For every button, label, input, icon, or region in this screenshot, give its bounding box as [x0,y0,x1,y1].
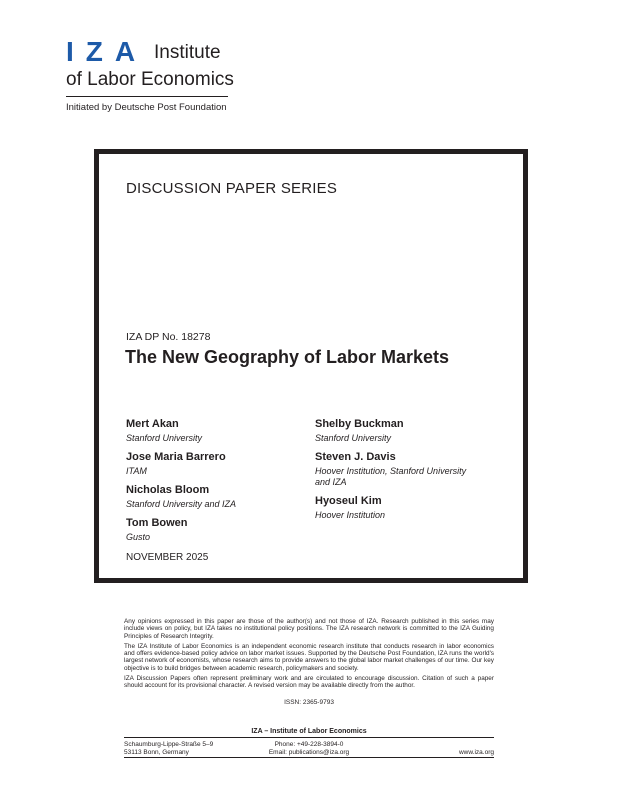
author-entry [315,451,505,488]
authors-right-column [315,418,505,528]
author-affiliation: Stanford University [315,433,392,443]
publication-date: NOVEMBER 2025 [126,552,209,563]
author-entry [126,451,316,477]
footer-contact [0,741,618,757]
author-affiliation: Stanford University and IZA [126,499,237,509]
address-line: 53113 Bonn, Germany [124,749,189,756]
footer-title: IZA – Institute of Labor Economics [251,728,367,735]
disclaimer-paragraph: IZA Discussion Papers often represent preliminary work and are circulated to encourage discussion. Citation of such a paper should account for its provisional character. A revised version may be available directly from the author. [124,675,494,690]
disclaimer-block [124,618,494,693]
footer-divider-top [124,737,494,738]
author-entry [315,495,505,521]
author-name: Shelby Buckman [315,418,404,430]
logo-divider [66,96,228,97]
address-line: Schaumburg-Lippe-Straße 5–9 [124,741,214,748]
series-title: DISCUSSION PAPER SERIES [126,180,338,197]
issn-number: ISSN: 2365-9793 [284,699,334,706]
author-entry [126,484,316,510]
author-entry [315,418,505,444]
paper-title: The New Geography of Labor Markets [125,347,450,367]
author-name: Jose Maria Barrero [126,451,226,463]
footer-website-link[interactable]: www.iza.org [458,749,494,756]
logo-acronym: IZA [66,36,148,67]
author-affiliation: Hoover Institution [315,510,386,520]
footer-divider-bottom [124,757,494,758]
author-name: Hyoseul Kim [315,495,382,507]
discussion-paper-number: IZA DP No. 18278 [126,331,211,343]
disclaimer-paragraph: Any opinions expressed in this paper are those of the author(s) and not those of IZA. Research published in this series may include views on policy, but IZA takes no institutional policy positions. The IZA research network is committed to the IZA Guiding Principles of Research Integrity. [124,618,494,640]
logo-institute-text: Institute [154,42,221,63]
author-affiliation: Hoover Institution, Stanford University and IZA [315,466,467,487]
footer-phone: Phone: +49-228-3894-0 [274,741,344,748]
logo-subtitle: of Labor Economics [66,69,234,90]
author-name: Nicholas Bloom [126,484,210,496]
author-entry [126,517,316,543]
author-affiliation: ITAM [126,466,147,476]
author-entry [126,418,316,444]
disclaimer-paragraph: The IZA Institute of Labor Economics is an independent economic research institute that conducts research in labor economics and offers evidence-based policy advice on labor market issues. Supported by the Deutsche Post Foundation, IZA runs the world's largest network of economists, whose research aims to provide answers to the global labor market challenges of our time. Our key objective is to build bridges between academic research, policymakers and society. [124,642,494,672]
logo-tagline: Initiated by Deutsche Post Foundation [66,102,227,113]
author-name: Tom Bowen [126,517,188,529]
author-name: Mert Akan [126,418,179,430]
author-affiliation: Gusto [126,532,151,542]
iza-logo [66,36,236,113]
author-affiliation: Stanford University [126,433,203,443]
footer-email[interactable]: Email: publications@iza.org [268,749,350,756]
author-name: Steven J. Davis [315,451,396,463]
authors-left-column [126,418,316,550]
